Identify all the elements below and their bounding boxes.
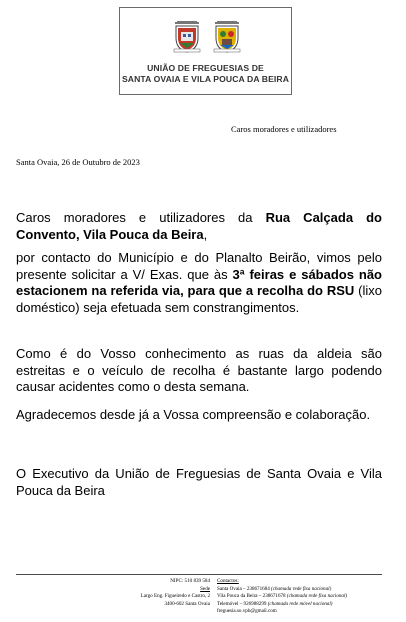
org-name-line-1: UNIÃO DE FREGUESIAS DE [147,63,264,73]
paragraph-request [16,250,382,316]
contact-mobile-number: Telemóvel – 926988299 [217,600,268,607]
street-name: Rua Calçada do Convento, Vila Pouca da Beira [16,210,382,242]
recipient-line: Caros moradores e utilizadores [231,124,337,134]
contact-mobile-note: (chamada rede móvel nacional) [267,600,333,607]
greeting-text: Caros moradores e utilizadores da [16,210,266,225]
address-line-1: Largo Eng. Figueiredo e Castro, 2 [140,593,210,600]
contact-vila-pouca [217,593,387,601]
reason-text: Como é do Vosso conhecimento as ruas da aldeia são estreitas e o veículo de recolha é bastante largo podendo causar acidentes como o desta semana. [16,346,382,394]
contact-santa-ovaia-number: Santa Ovaia – 238671684 [217,585,272,592]
date-line: Santa Ovaia, 26 de Outubro de 2023 [16,157,140,167]
footer-contacts-block [217,578,387,616]
contact-santa-ovaia-note: (chamada rede fixa nacional) [271,585,332,592]
signature-text: O Executivo da União de Freguesias de Santa Ovaia e Vila Pouca da Beira [16,466,382,498]
paragraph-thanks [16,407,382,424]
paragraph-signature [16,466,382,499]
org-name-line-2: SANTA OVAIA E VILA POUCA DA BEIRA [121,74,290,84]
request-text-end: (lixo doméstico) seja efetuada sem constrangimentos. [16,283,382,315]
request-text-start: por contacto do Município e do Planalto Beirão, vimos pelo presente solicitar a V/ Exas. que às [16,250,382,282]
organization-name [120,63,291,85]
footer-address-block [98,578,210,608]
paragraph-greeting [16,210,382,243]
sede-label: Sede [200,585,210,592]
address-line-2: 3400-602 Santa Ovaia [164,600,210,607]
paragraph-reason [16,346,382,396]
contact-email[interactable]: freguesia.so.vpb@gmail.com [217,608,277,615]
parish-coat-of-arms-right [212,18,242,54]
thanks-text: Agradecemos desde já a Vossa compreensão e colaboração. [16,407,371,422]
nipc: NIPC: 510 839 584 [170,578,210,584]
letterhead-box [119,7,292,95]
request-emphasis: 3ª feiras e sábados não estacionem na referida via, para que a recolha do RSU [16,266,382,298]
contact-vila-pouca-number: Vila Pouca da Beira – 238671678 [217,593,287,600]
footer-divider [16,574,382,575]
contacts-label: Contactos: [217,578,239,584]
greeting-comma: , [203,226,208,242]
contact-vila-pouca-note: (chamada rede fixa nacional) [286,593,348,600]
parish-coat-of-arms-left [172,18,202,54]
